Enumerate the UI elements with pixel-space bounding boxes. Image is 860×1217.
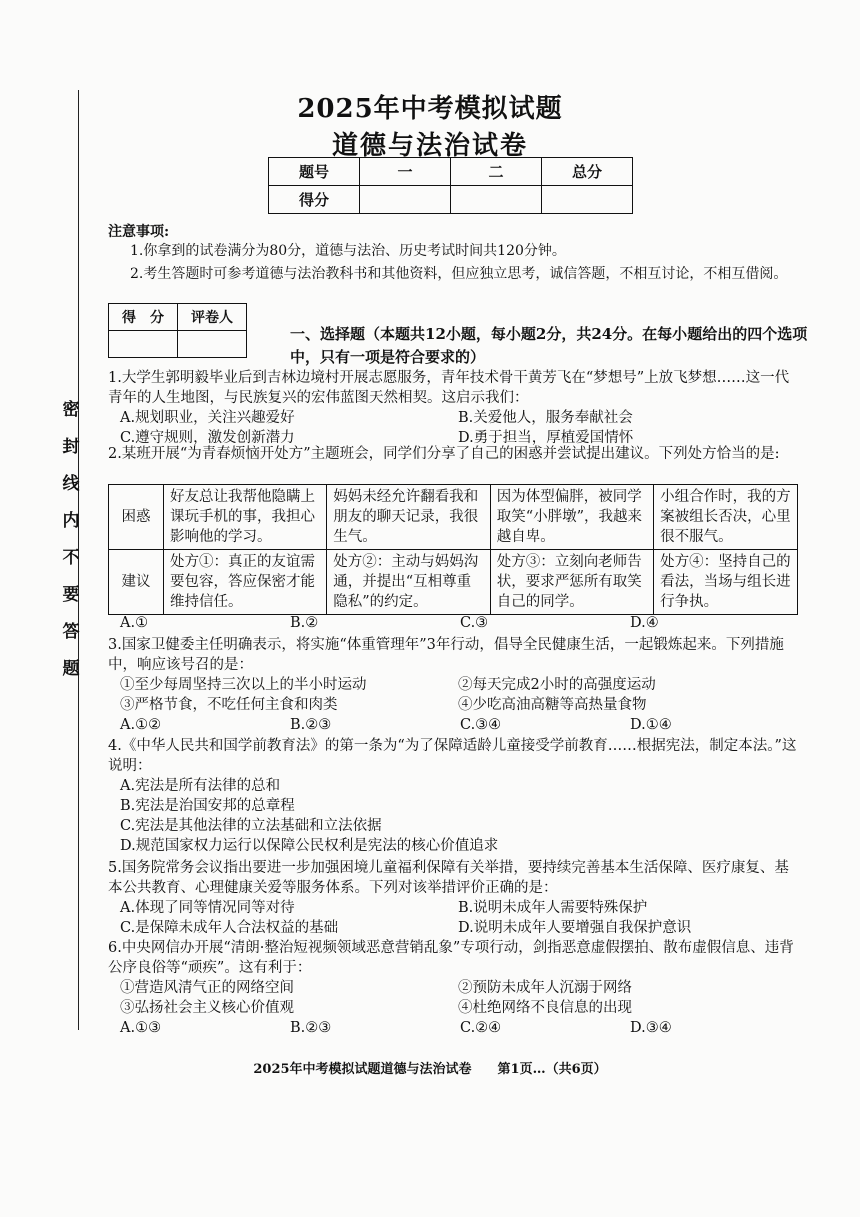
note-item: 2.考生答题时可参考道德与法治教科书和其他资料，但应独立思考，诚信答题，不相互讨论，不相互借阅。 [130, 266, 788, 282]
question-stem: 2.某班开展“为青春烦恼开处方”主题班会，同学们分享了自己的困惑并尝试提出建议。下列处方恰当的是: [108, 446, 780, 462]
option[interactable]: D.④ [630, 615, 659, 631]
trouble-cell: 因为体型偏胖，被同学取笑“小胖墩”，我越来越自卑。 [490, 485, 653, 550]
score-header-row [269, 158, 633, 186]
option[interactable]: A.体现了同等情况同等对待 [120, 900, 295, 916]
option[interactable]: B.②③ [290, 717, 332, 733]
question-stem: 3.国家卫健委主任明确表示，将实施“体重管理年”3年行动，倡导全民健康生活，一起锻炼起来。下列措施中，响应该号召的是： [108, 637, 784, 673]
grader-score-label: 得 分 [109, 304, 178, 331]
score-header-cell: 总分 [542, 158, 633, 186]
trouble-cell: 妈妈未经允许翻看我和朋友的聊天记录，我很生气。 [327, 485, 490, 550]
option[interactable]: D.说明未成年人要增强自我保护意识 [458, 920, 692, 936]
option[interactable]: C.宪法是其他法律的立法基础和立法依据 [120, 818, 382, 834]
score-header-cell: 一 [360, 158, 451, 186]
option[interactable]: B.②③ [290, 1020, 332, 1036]
statement: ①营造风清气正的网络空间 [120, 980, 294, 996]
section-heading: 一、选择题（本题共12小题，每小题2分，共24分。在每小题给出的四个选项中，只有一项是符合要求的） [290, 325, 808, 366]
option[interactable]: A.①② [120, 717, 162, 733]
score-table [268, 157, 633, 214]
statement: ③严格节食，不吃任何主食和肉类 [120, 697, 338, 713]
option[interactable]: D.③④ [630, 1020, 672, 1036]
row-label: 困惑 [109, 485, 164, 550]
question-4 [108, 736, 798, 856]
option[interactable]: D.①④ [630, 717, 672, 733]
option[interactable]: A.宪法是所有法律的总和 [120, 778, 281, 794]
score-header-cell: 二 [451, 158, 542, 186]
trouble-row [109, 485, 798, 550]
statement: ④杜绝网络不良信息的出现 [458, 1000, 632, 1016]
page-footer: 2025年中考模拟试题道德与法治试卷 第1页…（共6页） [253, 1062, 607, 1077]
grader-name-cell[interactable] [178, 331, 247, 358]
advice-cell: 处方③：立刻向老师告状，要求严惩所有取笑自己的同学。 [490, 550, 653, 615]
score-row-label: 得分 [269, 186, 360, 214]
score-row [269, 186, 633, 214]
option[interactable]: A.①③ [120, 1020, 162, 1036]
question-5 [108, 858, 798, 938]
grader-table [108, 303, 247, 358]
option[interactable]: C.遵守规则，激发创新潜力 [120, 430, 295, 446]
option[interactable]: C.是保障未成年人合法权益的基础 [120, 920, 339, 936]
statement: ②预防未成年人沉溺于网络 [458, 980, 632, 996]
exam-title: 2025年中考模拟试题 [297, 94, 563, 124]
statement: ③弘扬社会主义核心价值观 [120, 1000, 294, 1016]
trouble-cell: 好友总让我帮他隐瞒上课玩手机的事，我担心影响他的学习。 [164, 485, 327, 550]
score-cell[interactable] [542, 186, 633, 214]
option[interactable]: C.③④ [460, 717, 502, 733]
score-cell[interactable] [360, 186, 451, 214]
option[interactable]: B.关爱他人，服务奉献社会 [458, 410, 633, 426]
question-stem: 4.《中华人民共和国学前教育法》的第一条为“为了保障适龄儿童接受学前教育……根据宪法，制定本法。”这说明： [108, 738, 797, 774]
question-1 [108, 368, 798, 448]
row-label: 建议 [109, 550, 164, 615]
question-2-options [108, 613, 798, 633]
trouble-cell: 小组合作时，我的方案被组长否决，心里很不服气。 [654, 485, 798, 550]
advice-cell: 处方④：坚持自己的看法，当场与组长进行争执。 [654, 550, 798, 615]
score-header-cell: 题号 [269, 158, 360, 186]
option[interactable]: B.宪法是治国安邦的总章程 [120, 798, 295, 814]
statement: ②每天完成2小时的高强度运动 [458, 677, 656, 693]
question-6 [108, 938, 798, 1038]
binding-note: 密 封 线 内 不 要 答 题 [62, 400, 80, 679]
option[interactable]: A.① [120, 615, 149, 631]
notes-heading: 注意事项: [108, 224, 170, 240]
advice-cell: 处方②：主动与妈妈沟通，并提出“互相尊重隐私”的约定。 [327, 550, 490, 615]
question-3 [108, 635, 798, 735]
question-2 [108, 444, 798, 464]
grader-score-cell[interactable] [109, 331, 178, 358]
question-stem: 5.国务院常务会议指出要进一步加强困境儿童福利保障有关举措，要持续完善基本生活保障、医疗康复、基本公共教育、心理健康关爱等服务体系。下列对该举措评价正确的是： [108, 860, 789, 896]
option[interactable]: B.说明未成年人需要特殊保护 [458, 900, 648, 916]
score-cell[interactable] [451, 186, 542, 214]
option[interactable]: C.③ [460, 615, 489, 631]
option[interactable]: B.② [290, 615, 319, 631]
exam-subtitle: 道德与法治试卷 [331, 131, 528, 161]
advice-cell: 处方①：真正的友谊需要包容，答应保密才能维持信任。 [164, 550, 327, 615]
question-stem: 6.中央网信办开展“清朗·整治短视频领域恶意营销乱象”专项行动，剑指恶意虚假摆拍、散布虚假信息、违背公序良俗等“顽疾”。这有利于： [108, 940, 794, 976]
grader-name-label: 评卷人 [178, 304, 247, 331]
statement: ④少吃高油高糖等高热量食物 [458, 697, 647, 713]
option[interactable]: A.规划职业，关注兴趣爱好 [120, 410, 295, 426]
option[interactable]: D.勇于担当，厚植爱国情怀 [458, 430, 634, 446]
statement: ①至少每周坚持三次以上的半小时运动 [120, 677, 367, 693]
option[interactable]: D.规范国家权力运行以保障公民权利是宪法的核心价值追求 [120, 838, 499, 854]
prescription-table [108, 484, 798, 615]
option[interactable]: C.②④ [460, 1020, 502, 1036]
question-stem: 1.大学生郭明毅毕业后到吉林边境村开展志愿服务，青年技术骨干黄芳飞在“梦想号”上放飞梦想……这一代青年的人生地图，与民族复兴的宏伟蓝图天然相契。这启示我们： [108, 370, 790, 406]
advice-row [109, 550, 798, 615]
note-item: 1.你拿到的试卷满分为80分，道德与法治、历史考试时间共120分钟。 [130, 243, 566, 259]
